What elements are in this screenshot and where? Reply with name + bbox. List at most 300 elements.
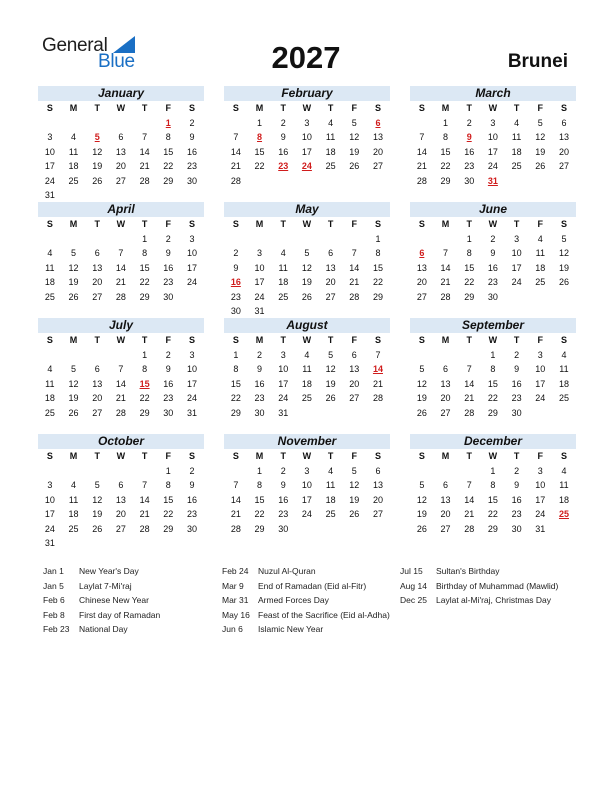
day-cell: 9 [514,364,520,374]
empty-day-cell [528,406,552,421]
weekday-header-row [410,101,576,116]
week-row [224,130,390,145]
day-cell: 4 [514,117,520,128]
day-cell: 15 [139,262,150,273]
empty-day-cell [271,304,295,319]
day-cell: 29 [440,175,451,186]
empty-day-cell [109,232,133,247]
day-cell: 26 [558,277,569,287]
day-cell: 5 [537,117,543,128]
weekday-label: S [232,451,239,461]
day-cell: 7 [419,132,425,142]
month-january [38,86,204,203]
day-cell: 23 [163,393,174,403]
weekday-label: S [374,219,381,229]
weekday-label: S [418,451,425,461]
empty-day-cell [295,522,319,537]
day-cell: 22 [464,277,475,287]
weekday-label: W [488,219,498,229]
day-cell: 28 [464,407,475,418]
day-cell: 9 [233,262,239,273]
holiday-entry [222,593,390,608]
week-row [410,362,576,377]
day-cell: 22 [139,393,150,403]
day-cell: 7 [118,248,124,258]
empty-day-cell [133,464,157,479]
empty-day-cell [410,232,434,247]
day-cell: 21 [115,393,126,403]
day-cell: 20 [115,509,126,519]
day-cell: 27 [372,161,383,171]
day-cell: 5 [561,233,567,244]
day-cell: 6 [561,117,567,128]
day-cell: 20 [372,146,383,157]
day-cell: 19 [68,277,79,287]
weekday-label: T [513,219,520,229]
day-cell: 12 [535,132,546,142]
day-cell: 1 [142,349,148,360]
day-cell: 12 [558,248,569,258]
day-cell: 23 [511,393,522,403]
empty-day-cell [528,174,552,189]
day-cell: 4 [71,132,77,142]
country-name: Brunei [507,51,568,72]
day-cell: 5 [71,248,77,258]
weekday-label: T [327,451,334,461]
day-cell: 27 [92,407,103,418]
weekday-label: S [46,219,53,229]
empty-day-cell [224,116,248,131]
day-cell: 20 [92,393,103,403]
week-row [224,290,390,305]
weekday-label: W [302,219,312,229]
weekday-label: M [69,103,78,113]
empty-day-cell [109,188,133,203]
empty-day-cell [552,522,576,537]
day-cell: 2 [514,465,520,476]
empty-day-cell [156,188,180,203]
day-cell: 20 [440,509,451,519]
day-cell: 12 [68,378,79,389]
weekday-label: W [116,335,126,345]
day-cell: 16 [278,494,289,505]
day-cell: 29 [139,291,150,302]
month-september [410,318,576,420]
day-cell: 18 [278,277,289,287]
day-cell: 21 [139,509,150,519]
day-cell: 28 [349,291,360,302]
empty-day-cell [133,188,157,203]
day-cell: 18 [511,146,522,157]
day-cell: 1 [257,117,263,128]
day-cell: 25 [535,277,546,287]
day-cell: 11 [302,364,312,374]
day-cell: 24 [487,161,498,171]
day-cell: 2 [233,248,239,258]
day-cell: 3 [514,233,520,244]
weekday-label: F [351,335,358,345]
day-cell: 28 [139,523,150,534]
day-cell: 15 [230,378,241,389]
day-cell: 27 [416,291,427,302]
day-cell: 18 [301,378,312,389]
day-cell: 7 [375,349,381,360]
week-row [38,377,204,392]
day-cell: 29 [163,523,174,534]
day-cell: 29 [163,175,174,186]
weekday-label: T [327,335,334,345]
day-cell: 26 [92,175,103,186]
weekday-label: M [69,219,78,229]
week-row [224,232,390,247]
week-row [224,145,390,160]
calendar-year: 2027 [271,40,341,75]
day-cell: 17 [301,146,312,157]
week-row [38,116,204,131]
holiday-day-cell: 6 [419,248,425,258]
weekday-label: S [418,335,425,345]
weekday-label: S [188,451,195,461]
day-cell: 10 [301,132,312,142]
weekday-label: M [69,451,78,461]
week-row [224,159,390,174]
day-cell: 12 [92,494,103,505]
day-cell: 25 [68,523,79,534]
day-cell: 29 [464,291,475,302]
week-row [38,275,204,290]
empty-day-cell [180,536,204,551]
holiday-entry [43,608,160,623]
holiday-name: Feast of the Sacrifice (Eid al-Adha) [258,609,390,620]
day-cell: 15 [254,146,265,157]
week-row [410,377,576,392]
empty-day-cell [38,232,62,247]
week-row [38,232,204,247]
day-cell: 17 [301,494,312,505]
empty-day-cell [528,290,552,305]
empty-day-cell [319,174,343,189]
empty-day-cell [457,348,481,363]
week-row [410,159,576,174]
day-cell: 13 [115,494,126,505]
day-cell: 29 [487,523,498,534]
day-cell: 11 [325,132,336,142]
day-cell: 13 [440,378,451,389]
day-cell: 8 [257,480,263,490]
month-header: March [410,86,576,101]
holiday-entry [43,579,160,594]
empty-day-cell [366,522,390,537]
weekday-label: F [537,335,544,345]
day-cell: 25 [511,161,522,171]
weekday-label: S [46,103,53,113]
weekday-label: S [188,103,195,113]
holiday-day-cell: 14 [372,364,383,374]
holiday-entry [43,593,160,608]
weekday-label: S [560,219,567,229]
week-row [38,493,204,508]
week-row [38,362,204,377]
weekday-label: W [302,335,312,345]
weekday-header-row [38,333,204,348]
day-cell: 17 [278,378,289,389]
holiday-date: Jun 6 [222,624,243,634]
empty-day-cell [434,464,458,479]
weekday-label: T [327,103,334,113]
empty-day-cell [85,232,109,247]
week-row [224,261,390,276]
weekday-label: S [46,335,53,345]
day-cell: 28 [115,291,126,302]
day-cell: 5 [304,248,310,258]
day-cell: 25 [68,175,79,186]
week-row [224,493,390,508]
empty-day-cell [410,116,434,131]
week-row [224,275,390,290]
day-cell: 16 [163,262,174,273]
day-cell: 22 [230,393,241,403]
day-cell: 10 [44,494,55,505]
day-cell: 27 [440,523,451,534]
holiday-entry [222,622,390,637]
empty-day-cell [552,290,576,305]
day-cell: 18 [558,494,569,505]
day-cell: 17 [511,262,522,273]
day-cell: 14 [230,494,241,505]
month-october [38,434,204,551]
day-cell: 3 [47,132,53,142]
day-cell: 4 [280,248,286,258]
day-cell: 14 [115,378,126,389]
holiday-column [400,564,558,608]
day-cell: 28 [440,291,451,302]
weekday-label: T [94,335,100,345]
empty-day-cell [248,174,272,189]
day-cell: 15 [487,378,498,389]
weekday-header-row [224,101,390,116]
day-cell: 9 [165,364,171,374]
week-row [224,174,390,189]
day-cell: 24 [301,509,312,519]
week-row [410,522,576,537]
holiday-column [222,564,390,637]
day-cell: 12 [416,494,427,505]
holiday-date: Jan 1 [43,566,64,576]
day-cell: 1 [490,465,496,476]
month-header: November [224,434,390,449]
day-cell: 16 [163,378,174,389]
day-cell: 3 [537,349,543,360]
day-cell: 15 [254,494,265,505]
day-cell: 19 [416,393,427,403]
weekday-label: F [351,219,358,229]
day-cell: 13 [115,146,126,157]
empty-day-cell [271,174,295,189]
day-cell: 30 [186,175,197,186]
day-cell: 30 [163,407,174,418]
week-row [410,406,576,421]
weekday-label: T [327,219,334,229]
weekday-header-row [410,217,576,232]
day-cell: 9 [280,132,286,142]
day-cell: 13 [440,494,451,505]
holiday-name: Laylat 7-Mi'raj [79,580,132,591]
day-cell: 19 [349,146,360,157]
holiday-date: Feb 6 [43,595,65,605]
day-cell: 27 [115,523,126,534]
week-row [38,159,204,174]
day-cell: 23 [487,277,498,287]
day-cell: 30 [230,306,241,316]
day-cell: 31 [278,407,289,418]
week-row [224,377,390,392]
holiday-name: Sultan's Birthday [436,566,500,576]
day-cell: 27 [115,175,126,186]
holiday-entry [400,593,558,608]
empty-day-cell [505,290,529,305]
holiday-day-cell: 15 [139,378,150,389]
day-cell: 17 [44,161,55,171]
weekday-label: W [116,451,126,461]
day-cell: 20 [440,393,451,403]
empty-day-cell [85,348,109,363]
day-cell: 16 [511,494,522,505]
weekday-label: F [165,219,172,229]
month-header: October [38,434,204,449]
month-header: September [410,318,576,333]
day-cell: 1 [443,117,449,128]
weekday-label: T [280,335,286,345]
day-cell: 27 [440,407,451,418]
day-cell: 14 [115,262,126,273]
weekday-label: M [255,219,264,229]
weekday-label: T [141,219,148,229]
day-cell: 26 [325,393,336,403]
day-cell: 23 [186,509,197,519]
day-cell: 6 [94,248,100,258]
empty-day-cell [85,116,109,131]
day-cell: 3 [189,349,195,360]
week-row [224,406,390,421]
holiday-name: First day of Ramadan [79,609,161,620]
weekday-label: M [255,335,264,345]
empty-day-cell [133,536,157,551]
day-cell: 4 [328,117,334,128]
month-july [38,318,204,420]
day-cell: 14 [416,146,427,157]
weekday-label: S [560,103,567,113]
weekday-label: W [302,451,312,461]
day-cell: 10 [535,364,546,374]
day-cell: 13 [416,262,427,273]
holiday-name: Laylat al-Mi'raj, Christmas Day [436,595,551,605]
weekday-label: S [232,219,239,229]
logo-text-general: General [42,35,108,56]
empty-day-cell [434,232,458,247]
day-cell: 18 [558,378,569,389]
weekday-label: W [488,335,498,345]
holiday-day-cell: 1 [165,117,171,128]
empty-day-cell [319,406,343,421]
day-cell: 11 [278,262,288,273]
holiday-day-cell: 31 [487,175,498,186]
day-cell: 19 [92,161,103,171]
week-row [410,232,576,247]
day-cell: 17 [254,277,265,287]
day-cell: 11 [45,378,55,389]
day-cell: 11 [45,262,55,273]
empty-day-cell [366,406,390,421]
weekday-label: T [513,451,520,461]
holiday-day-cell: 5 [94,132,100,142]
day-cell: 11 [511,132,522,142]
empty-day-cell [342,522,366,537]
day-cell: 5 [328,349,334,360]
day-cell: 7 [443,248,449,258]
weekday-label: T [513,335,520,345]
holiday-date: Feb 23 [43,624,70,634]
day-cell: 7 [142,480,148,490]
day-cell: 1 [257,465,263,476]
day-cell: 10 [511,248,522,258]
day-cell: 25 [44,291,55,302]
holiday-date: Feb 8 [43,609,65,620]
day-cell: 6 [118,480,124,490]
day-cell: 8 [142,364,148,374]
day-cell: 8 [233,364,239,374]
week-row [410,130,576,145]
weekday-label: W [116,219,126,229]
day-cell: 22 [254,509,265,519]
day-cell: 25 [558,393,569,403]
day-cell: 16 [186,146,197,157]
day-cell: 10 [254,262,265,273]
day-cell: 3 [189,233,195,244]
day-cell: 19 [558,262,569,273]
empty-day-cell [552,406,576,421]
day-cell: 10 [487,132,498,142]
day-cell: 7 [142,132,148,142]
month-june [410,202,576,304]
empty-day-cell [180,188,204,203]
empty-day-cell [295,304,319,319]
week-row [38,522,204,537]
day-cell: 22 [254,161,265,171]
empty-day-cell [85,188,109,203]
holiday-entry [43,564,160,579]
day-cell: 4 [537,233,543,244]
weekday-label: M [441,335,450,345]
day-cell: 5 [351,117,357,128]
weekday-label: S [418,219,425,229]
weekday-header-row [410,449,576,464]
month-december [410,434,576,536]
empty-day-cell [38,464,62,479]
weekday-label: T [513,103,520,113]
day-cell: 19 [301,277,312,287]
day-cell: 6 [94,364,100,374]
day-cell: 29 [487,407,498,418]
day-cell: 1 [466,233,472,244]
empty-day-cell [319,522,343,537]
month-april [38,202,204,304]
day-cell: 2 [189,465,195,476]
empty-day-cell [224,464,248,479]
day-cell: 8 [375,248,381,258]
day-cell: 4 [561,349,567,360]
day-cell: 27 [349,393,360,403]
day-cell: 12 [416,378,427,389]
